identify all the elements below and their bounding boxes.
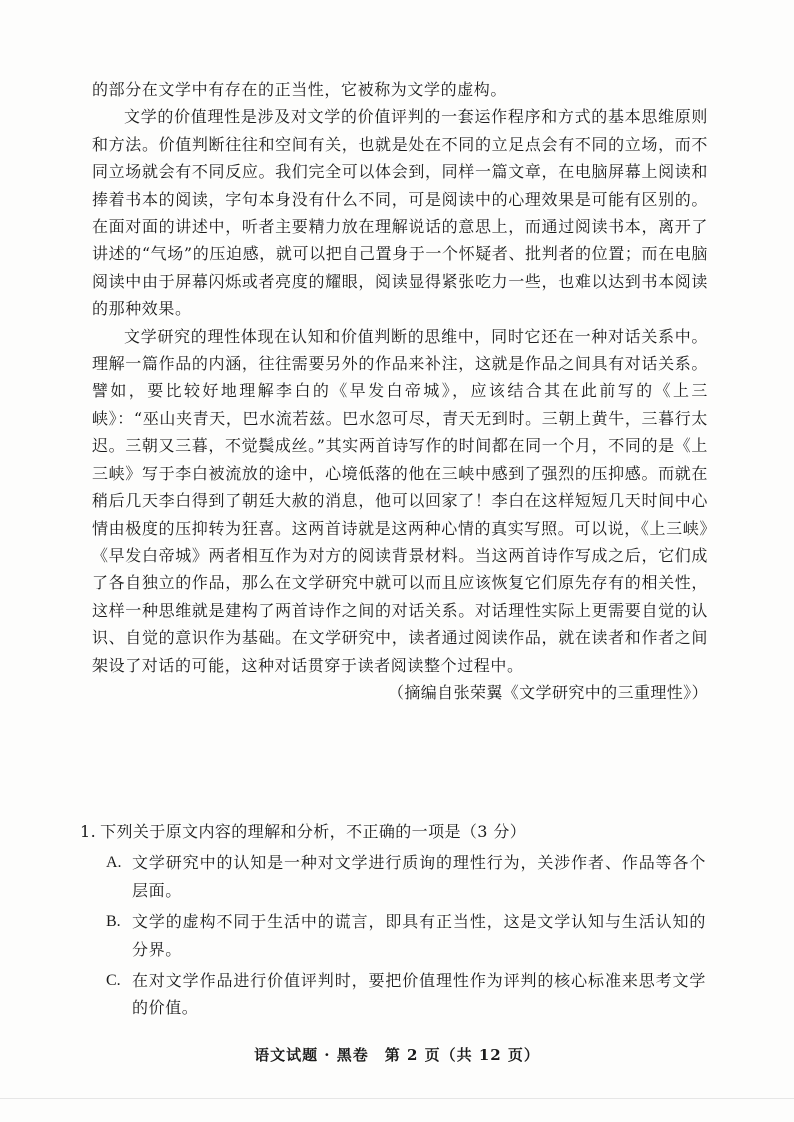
scan-edge-divider bbox=[0, 1098, 794, 1099]
option-text: 在对文学作品进行价值评判时，要把价值理性作为评判的核心标准来思考文学的价值。 bbox=[132, 971, 706, 1018]
question-stem-text: 下列关于原文内容的理解和分析，不正确的一项是（3 分） bbox=[100, 822, 527, 841]
passage-paragraph-2: 文学的价值理性是涉及对文学的价值评判的一套运作程序和方式的基本思维原则和方法。价值判断往往和空间有关，也就是处在不同的立足点会有不同的立场，而不同立场就会有不同反应。我们完全可以体会到，同样一篇文章，在电脑屏幕上阅读和捧着书本的阅读，字句本身没有什么不同，可是阅读中的心理效果是可能有区别的。在面对面的讲述中，听者主要精力放在理解说话的意思上，而通过阅读书本，离开了讲述的“气场”的压迫感，就可以把自己置身于一个怀疑者、批判者的位置；而在电脑阅读中由于屏幕闪烁或者亮度的耀眼，阅读显得紧张吃力一些，也难以达到书本阅读的那种效果。 bbox=[92, 107, 708, 319]
passage-source: （摘编自张荣翼《文学研究中的三重理性》） bbox=[387, 682, 708, 702]
option-a bbox=[106, 849, 716, 904]
option-letter: A. bbox=[106, 854, 122, 872]
passage-paragraph-1-continued: 的部分在文学中有存在的正当性，它被称为文学的虚构。 bbox=[92, 80, 508, 99]
option-letter: C. bbox=[106, 972, 121, 990]
option-b bbox=[106, 908, 716, 963]
question-1 bbox=[80, 818, 716, 1022]
option-text: 文学研究中的认知是一种对文学进行质询的理性行为，关涉作者、作品等各个层面。 bbox=[132, 853, 706, 900]
passage-paragraph-3: 文学研究的理性体现在认知和价值判断的思维中，同时它还在一种对话关系中。理解一篇作品的内涵，往往需要另外的作品来补注，这就是作品之间具有对话关系。譬如，要比较好地理解李白的《早发白帝城》，应该结合其在此前写的《上三峡》：“巫山夹青天，巴水流若兹。巴水忽可尽，青天无到时。三朝上黄牛，三暮行太迟。三朝又三暮，不觉鬓成丝。”其实两首诗写作的时间都在同一个月，不同的是《上三峡》写于李白被流放的途中，心境低落的他在三峡中感到了强烈的压抑感。而就在稍后几天李白得到了朝廷大赦的消息，他可以回家了！李白在这样短短几天时间中心情由极度的压抑转为狂喜。这两首诗就是这两种心情的真实写照。可以说，《上三峡》《早发白帝城》两者相互作为对方的阅读背景材料。当这两首诗作写成之后，它们成了各自独立的作品，那么在文学研究中就可以而且应该恢复它们原先存有的相关性，这样一种思维就是建构了两首诗作之间的对话关系。对话理性实际上更需要自觉的认识、自觉的意识作为基础。在文学研究中，读者通过阅读作品，就在读者和作者之间架设了对话的可能，这种对话贯穿于读者阅读整个过程中。 bbox=[92, 326, 708, 675]
option-letter: B. bbox=[106, 913, 121, 931]
option-c bbox=[106, 967, 716, 1022]
question-stem bbox=[80, 818, 716, 845]
question-number: 1. bbox=[80, 822, 97, 841]
page-footer: 语文试题 · 黑卷 第 2 页（共 12 页） bbox=[254, 1046, 540, 1064]
option-text: 文学的虚构不同于生活中的谎言，即具有正当性，这是文学认知与生活认知的分界。 bbox=[132, 912, 706, 959]
reading-passage bbox=[92, 76, 708, 706]
